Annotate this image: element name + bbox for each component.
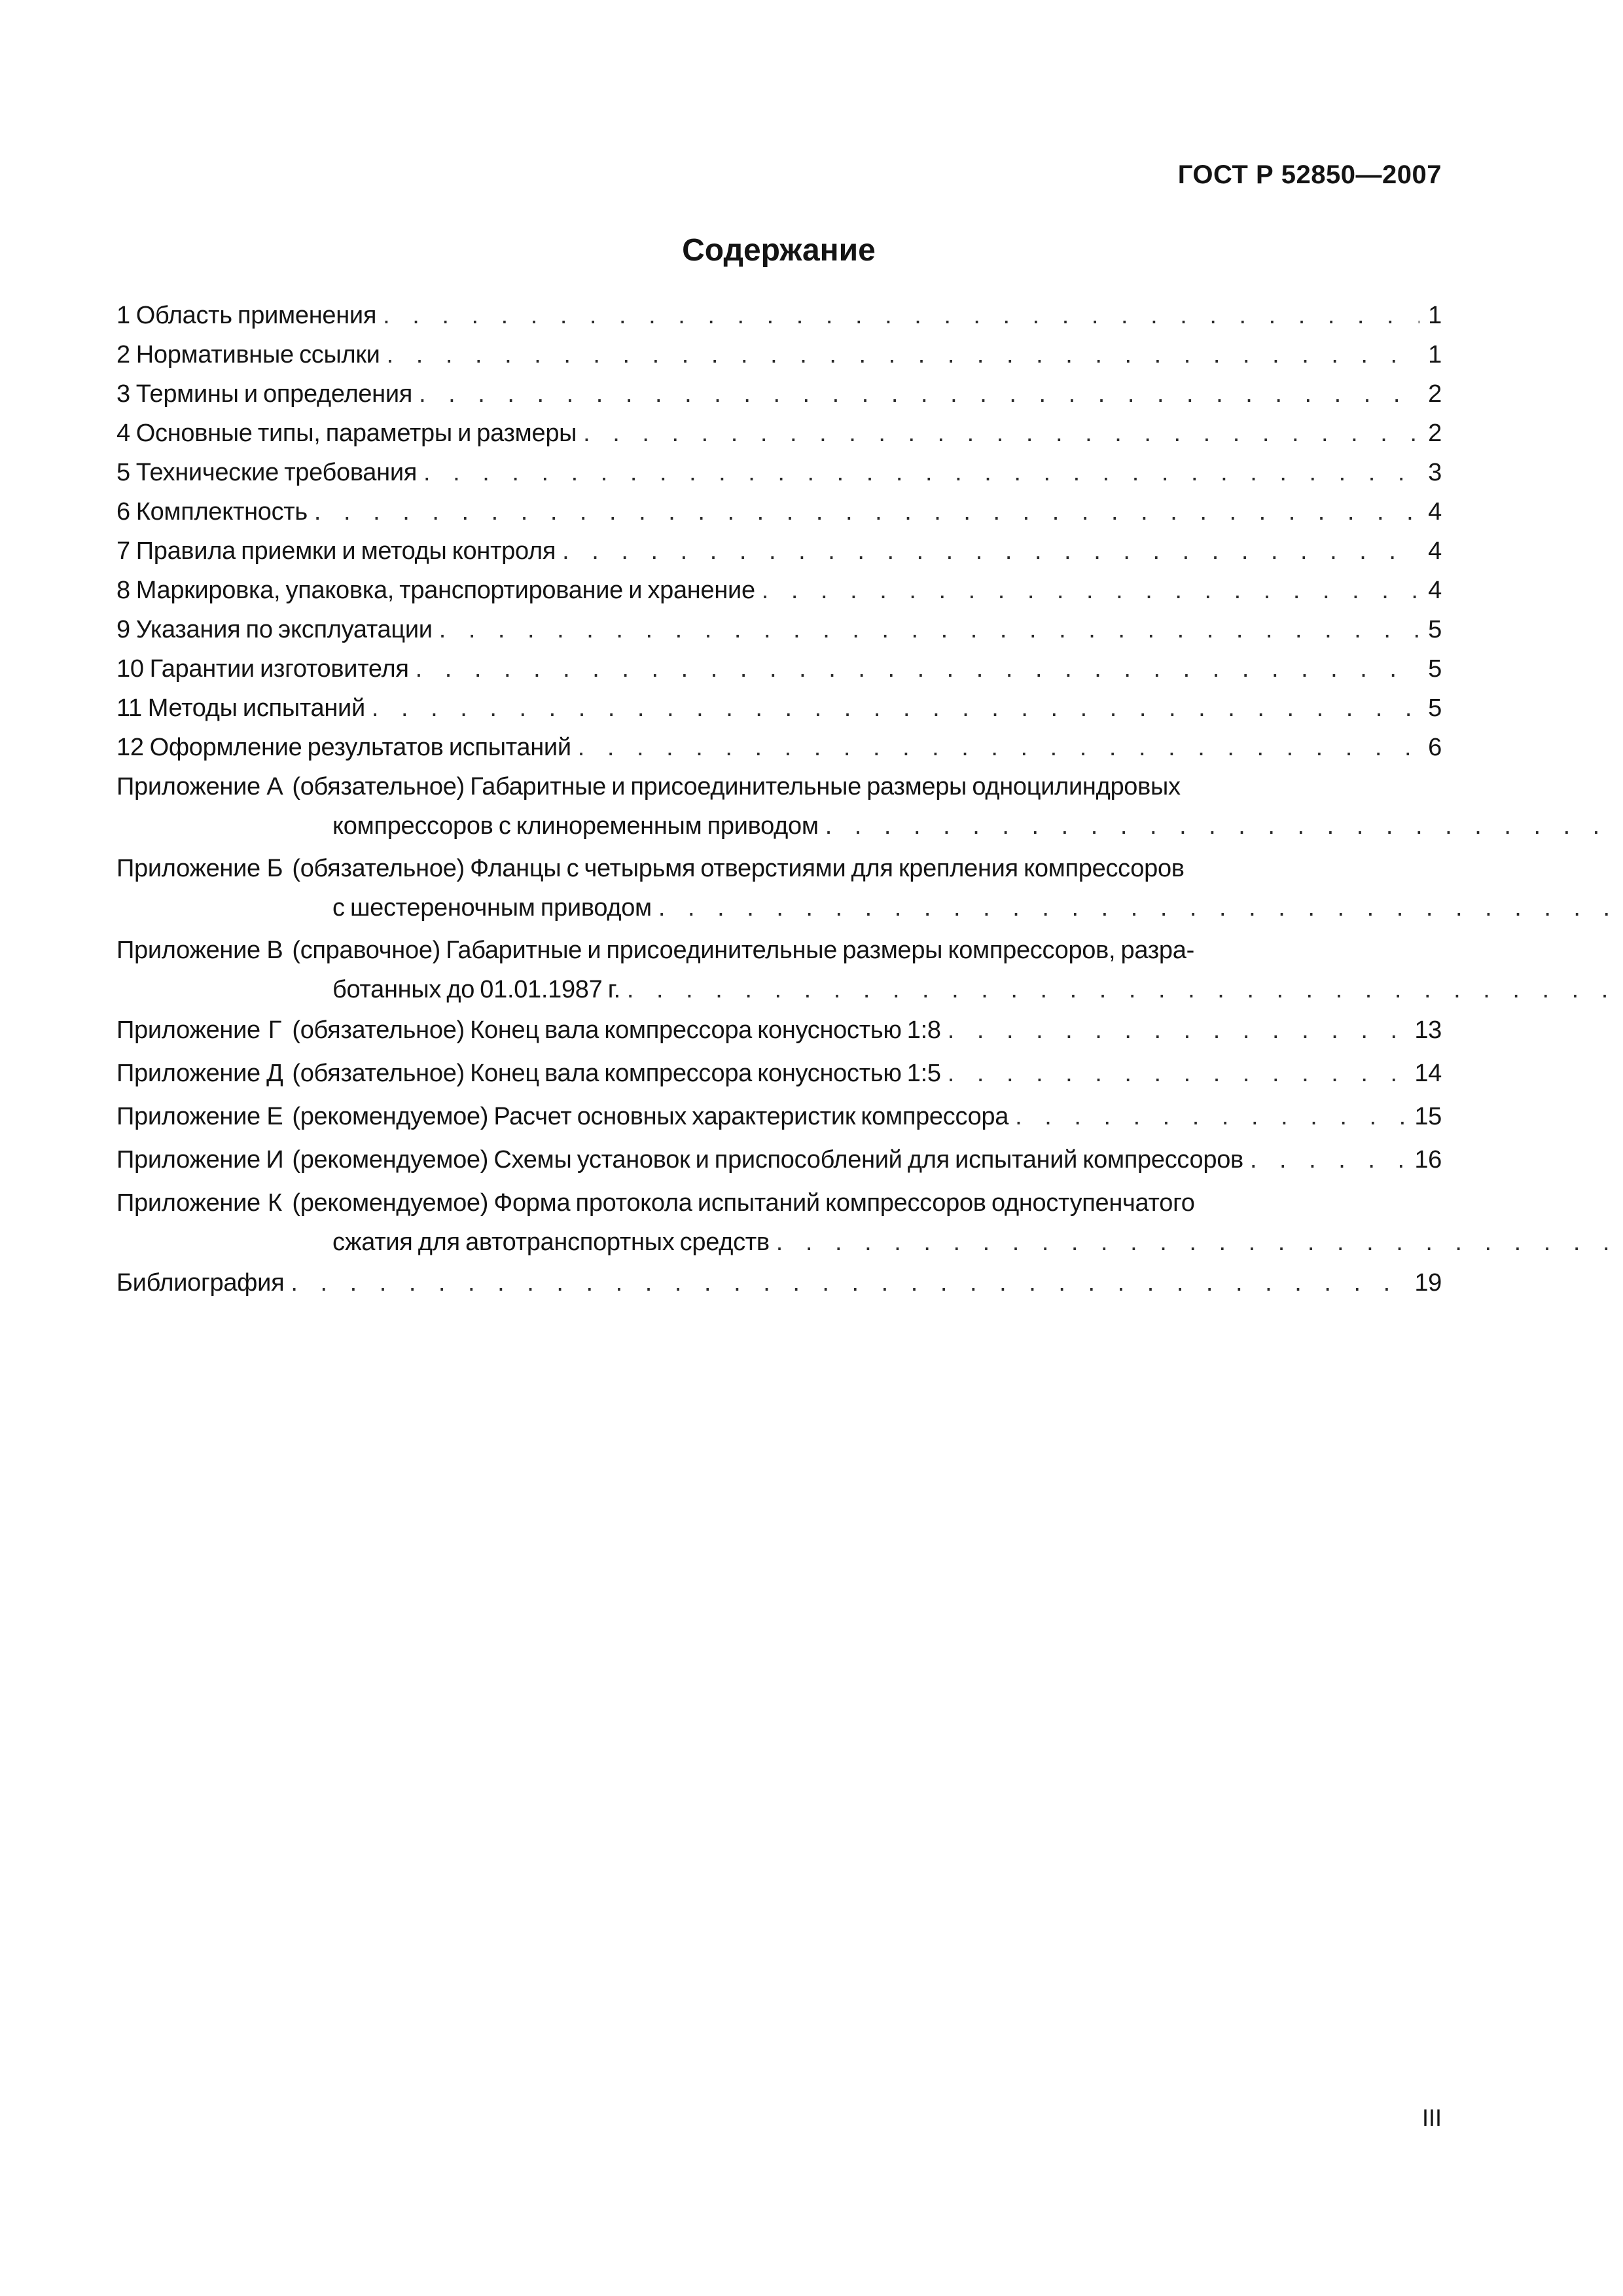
toc-entry-page: 5	[1428, 616, 1442, 643]
toc-entry[interactable]	[116, 416, 1442, 451]
toc-entry-page: 5	[1428, 694, 1442, 722]
annex-label: Приложение	[116, 1146, 260, 1174]
toc-entry-title: Комплектность	[135, 498, 308, 526]
toc-entry-number: 12	[116, 734, 144, 761]
document-code: ГОСТ Р 52850—2007	[1177, 160, 1442, 189]
dot-leader	[578, 730, 1419, 765]
bibliography-title: Библиография	[116, 1269, 285, 1297]
toc-entry-number: 11	[116, 694, 142, 722]
dot-leader	[948, 1056, 1408, 1091]
annex-title-line2: с шестереночным приводом	[332, 894, 652, 922]
annex-label: Приложение	[116, 1060, 260, 1087]
toc-entry-number: 6	[116, 498, 130, 526]
dot-leader	[627, 972, 1623, 1007]
toc-entry-title: Термины и определения	[135, 380, 413, 408]
dot-leader	[658, 890, 1623, 925]
toc-entry-title: Гарантии изготовителя	[149, 655, 409, 683]
toc-bibliography-entry[interactable]	[116, 1265, 1442, 1300]
annex-letter: К	[267, 1189, 282, 1217]
toc-annex-entry[interactable]	[116, 1142, 1442, 1177]
toc-entry-page: 4	[1428, 577, 1442, 604]
toc-entry-number: 7	[116, 537, 130, 565]
toc-entry-page: 14	[1414, 1060, 1442, 1087]
toc-entry-number: 9	[116, 616, 130, 643]
dot-leader	[1015, 1099, 1408, 1134]
dot-leader	[439, 612, 1419, 647]
toc-entry-number: 5	[116, 459, 130, 486]
annex-title-line2: ботанных до 01.01.1987 г.	[332, 976, 620, 1003]
annex-title-line1: (справочное) Габаритные и присоединительные размеры компрессоров, разра-	[292, 937, 1194, 964]
toc-entry-page: 3	[1428, 459, 1442, 486]
dot-leader	[762, 573, 1419, 608]
toc-entry-page: 1	[1428, 341, 1442, 368]
toc-entry-page: 2	[1428, 420, 1442, 447]
dot-leader	[776, 1225, 1623, 1260]
dot-leader	[416, 651, 1419, 687]
dot-leader	[383, 298, 1419, 333]
annex-letter: Е	[266, 1103, 283, 1130]
toc-entry-page: 4	[1428, 498, 1442, 526]
toc-entry-page: 15	[1414, 1103, 1442, 1130]
toc-entry-number: 8	[116, 577, 130, 604]
toc-annex-entry[interactable]	[116, 1099, 1442, 1134]
toc-entry[interactable]	[116, 455, 1442, 490]
toc-entry-number: 4	[116, 420, 130, 447]
toc-entry[interactable]	[116, 573, 1442, 608]
toc-entry-number: 2	[116, 341, 130, 368]
annex-title-line1: (обязательное) Фланцы с четырьмя отверстиями для крепления компрессоров	[292, 855, 1185, 882]
annex-title: (рекомендуемое) Расчет основных характеристик компрессора	[292, 1103, 1009, 1130]
page-number: III	[1421, 2104, 1442, 2131]
dot-leader	[1250, 1142, 1408, 1177]
annex-letter: А	[266, 773, 283, 800]
toc-entry[interactable]	[116, 651, 1442, 687]
annex-label: Приложение	[116, 855, 260, 882]
annex-label: Приложение	[116, 1103, 260, 1130]
dot-leader	[291, 1265, 1408, 1300]
toc-entry[interactable]	[116, 494, 1442, 529]
annex-label: Приложение	[116, 937, 260, 964]
toc-entry[interactable]	[116, 533, 1442, 569]
annex-letter: Б	[266, 855, 283, 882]
dot-leader	[387, 337, 1419, 372]
toc-entry-page: 5	[1428, 655, 1442, 683]
dot-leader	[372, 691, 1419, 726]
annex-letter: И	[266, 1146, 284, 1174]
toc-entry-page: 4	[1428, 537, 1442, 565]
toc-entry[interactable]	[116, 730, 1442, 765]
toc-annex-entry[interactable]	[116, 1185, 1442, 1221]
annex-label: Приложение	[116, 773, 260, 800]
toc-entry-page: 2	[1428, 380, 1442, 408]
annex-title: (обязательное) Конец вала компрессора конусностью 1:8	[292, 1016, 941, 1044]
annex-title-line1: (рекомендуемое) Форма протокола испытаний компрессоров одноступенчатого	[292, 1189, 1195, 1217]
toc-entry[interactable]	[116, 337, 1442, 372]
annex-label: Приложение	[116, 1016, 260, 1044]
toc-entry-number: 10	[116, 655, 144, 683]
annex-title-line2: компрессоров с клиноременным приводом	[332, 812, 819, 840]
toc-entry[interactable]	[116, 376, 1442, 412]
annex-label: Приложение	[116, 1189, 260, 1217]
dot-leader	[423, 455, 1419, 490]
toc-entry-number: 3	[116, 380, 130, 408]
toc-entry-page: 16	[1414, 1146, 1442, 1174]
toc-entry-title: Нормативные ссылки	[135, 341, 380, 368]
annex-letter: Д	[266, 1060, 283, 1087]
toc-entry-page: 6	[1428, 734, 1442, 761]
toc-annex-entry[interactable]	[116, 769, 1442, 804]
annex-title: (рекомендуемое) Схемы установок и приспособлений для испытаний компрессоров	[292, 1146, 1243, 1174]
toc-entry[interactable]	[116, 612, 1442, 647]
annex-title: (обязательное) Конец вала компрессора конусностью 1:5	[292, 1060, 941, 1087]
toc-annex-entry[interactable]	[116, 851, 1442, 886]
toc-entry-title: Маркировка, упаковка, транспортирование и хранение	[135, 577, 755, 604]
toc-entry-page: 19	[1414, 1269, 1442, 1297]
toc-annex-entry-continuation[interactable]	[116, 1225, 1442, 1260]
toc-entry-page: 1	[1428, 302, 1442, 329]
toc-entry[interactable]	[116, 298, 1442, 333]
annex-title-line1: (обязательное) Габаритные и присоединительные размеры одноцилиндровых	[292, 773, 1181, 800]
toc-entry-title: Правила приемки и методы контроля	[135, 537, 556, 565]
annex-letter: В	[266, 937, 283, 964]
dot-leader	[825, 808, 1623, 844]
annex-letter: Г	[268, 1016, 282, 1044]
toc-entry-title: Оформление результатов испытаний	[149, 734, 571, 761]
toc-annex-entry[interactable]	[116, 1013, 1442, 1048]
toc-title: Содержание	[682, 233, 876, 268]
dot-leader	[562, 533, 1419, 569]
toc-annex-entry[interactable]	[116, 1056, 1442, 1091]
toc-entry-page: 13	[1414, 1016, 1442, 1044]
annex-title-line2: сжатия для автотранспортных средств	[332, 1229, 770, 1256]
dot-leader	[948, 1013, 1408, 1048]
toc-entry-number: 1	[116, 302, 130, 329]
toc-entry[interactable]	[116, 691, 1442, 726]
toc-entry-title: Технические требования	[135, 459, 418, 486]
toc-entry-title: Методы испытаний	[147, 694, 365, 722]
toc-annex-entry[interactable]	[116, 933, 1442, 968]
dot-leader	[419, 376, 1419, 412]
toc-annex-entry-continuation[interactable]	[116, 808, 1442, 844]
dot-leader	[314, 494, 1419, 529]
toc-entry-title: Указания по эксплуатации	[135, 616, 433, 643]
toc-annex-entry-continuation[interactable]	[116, 972, 1442, 1007]
dot-leader	[583, 416, 1419, 451]
toc-entry-title: Область применения	[135, 302, 377, 329]
toc-annex-entry-continuation[interactable]	[116, 890, 1442, 925]
toc-entry-title: Основные типы, параметры и размеры	[135, 420, 577, 447]
